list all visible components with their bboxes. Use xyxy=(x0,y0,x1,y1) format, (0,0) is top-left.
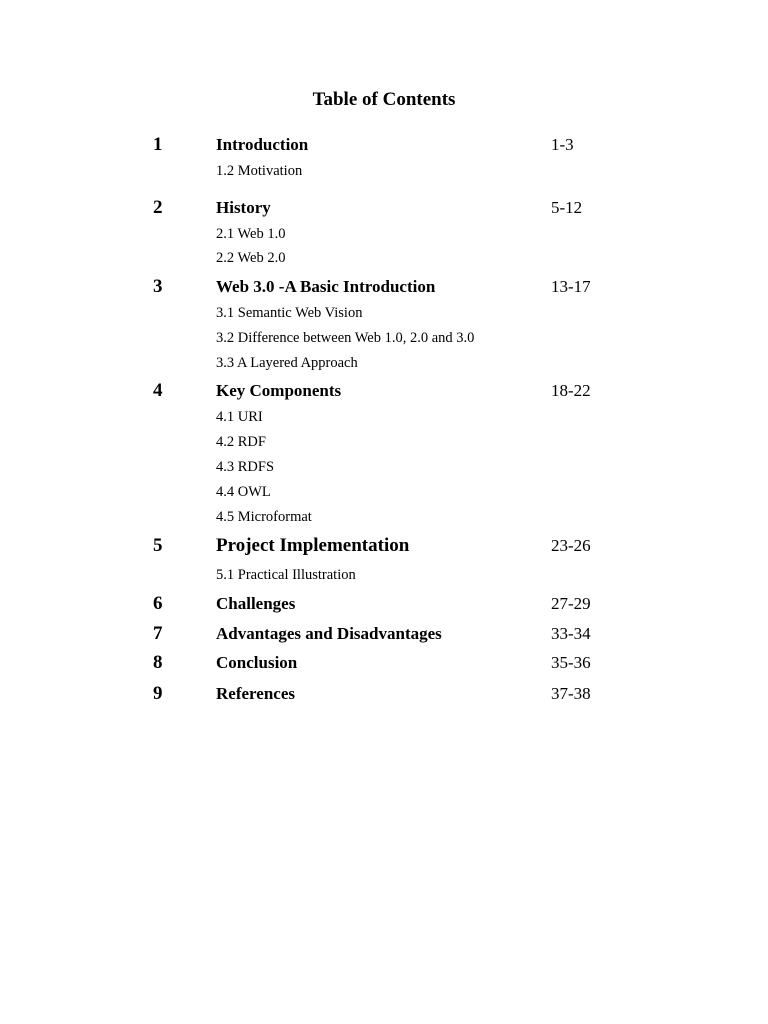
toc-chapter-4[interactable] xyxy=(0,379,768,403)
chapter-number: 8 xyxy=(153,652,163,673)
chapter-title: References xyxy=(216,684,295,703)
chapter-title: Challenges xyxy=(216,594,296,613)
toc-subsection[interactable]: 4.4 OWL xyxy=(216,484,271,500)
toc-subsection[interactable]: 4.2 RDF xyxy=(216,434,266,450)
chapter-number: 3 xyxy=(153,276,163,297)
chapter-title: Project Implementation xyxy=(216,535,410,556)
chapter-number: 1 xyxy=(153,134,163,155)
chapter-title: Introduction xyxy=(216,135,309,154)
toc-chapter-1[interactable] xyxy=(0,133,768,157)
toc-subsection[interactable]: 4.5 Microformat xyxy=(216,509,312,525)
page-title: Table of Contents xyxy=(312,89,456,110)
toc-subsection[interactable]: 2.1 Web 1.0 xyxy=(216,226,286,242)
toc-subsection[interactable]: 2.2 Web 2.0 xyxy=(216,250,286,266)
chapter-pages: 23-26 xyxy=(551,536,591,555)
chapter-number: 9 xyxy=(153,683,163,704)
toc-subsection[interactable]: 5.1 Practical Illustration xyxy=(216,567,356,583)
toc-subsection[interactable]: 3.3 A Layered Approach xyxy=(216,355,358,371)
toc-chapter-6[interactable] xyxy=(0,592,768,616)
toc-subsection[interactable]: 3.1 Semantic Web Vision xyxy=(216,305,363,321)
toc-chapter-8[interactable] xyxy=(0,651,768,675)
chapter-number: 2 xyxy=(153,197,163,218)
chapter-pages: 37-38 xyxy=(551,684,591,703)
chapter-number: 7 xyxy=(153,623,163,644)
toc-subsection[interactable]: 3.2 Difference between Web 1.0, 2.0 and 3.0 xyxy=(216,330,475,346)
chapter-pages: 13-17 xyxy=(551,277,591,296)
toc-chapter-5[interactable] xyxy=(0,534,768,558)
chapter-pages: 5-12 xyxy=(551,198,583,217)
toc-chapter-7[interactable] xyxy=(0,622,768,646)
chapter-title: Conclusion xyxy=(216,653,298,672)
chapter-pages: 18-22 xyxy=(551,381,591,400)
toc-chapter-3[interactable] xyxy=(0,275,768,299)
chapter-number: 4 xyxy=(153,380,163,401)
chapter-number: 6 xyxy=(153,593,163,614)
chapter-number: 5 xyxy=(153,535,163,556)
chapter-pages: 33-34 xyxy=(551,624,591,643)
toc-chapter-2[interactable] xyxy=(0,196,768,220)
chapter-pages: 1-3 xyxy=(551,135,574,154)
chapter-title: Key Components xyxy=(216,381,342,400)
chapter-title: Web 3.0 -A Basic Introduction xyxy=(216,277,436,296)
toc-chapter-9[interactable] xyxy=(0,682,768,706)
toc-subsection[interactable]: 1.2 Motivation xyxy=(216,163,303,179)
toc-subsection[interactable]: 4.3 RDFS xyxy=(216,459,275,475)
chapter-title: Advantages and Disadvantages xyxy=(216,624,442,643)
chapter-pages: 27-29 xyxy=(551,594,591,613)
chapter-title: History xyxy=(216,198,271,217)
chapter-pages: 35-36 xyxy=(551,653,591,672)
toc-subsection[interactable]: 4.1 URI xyxy=(216,409,263,425)
